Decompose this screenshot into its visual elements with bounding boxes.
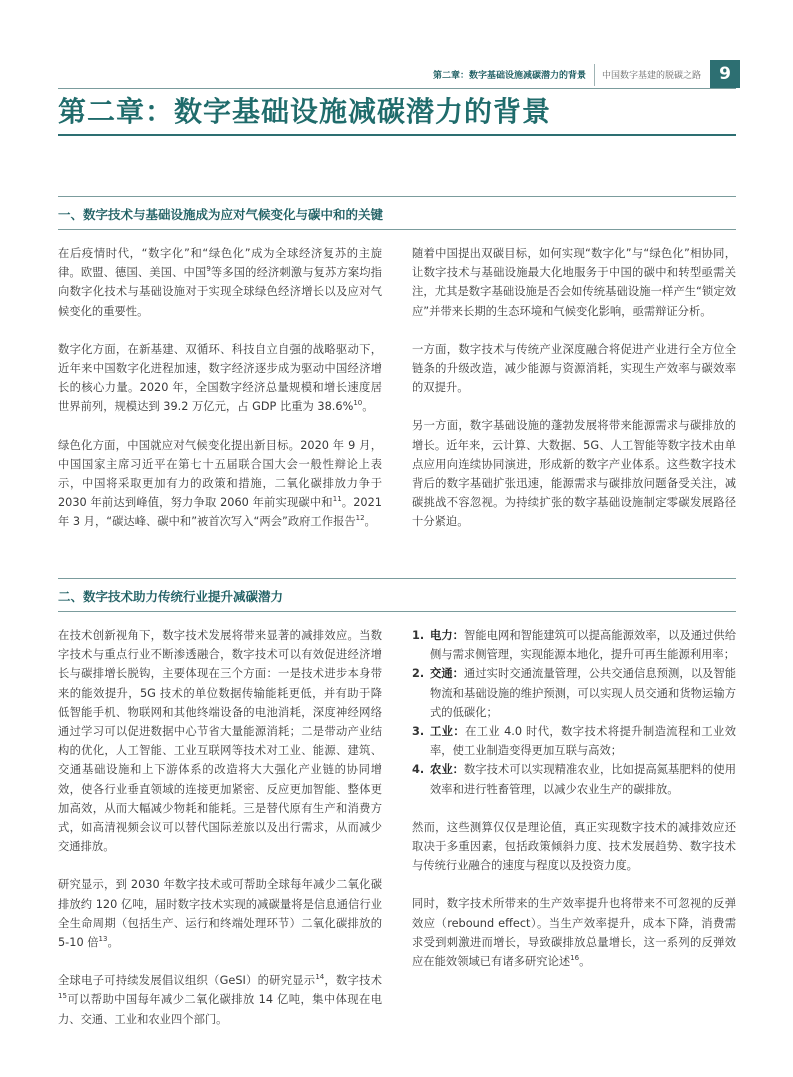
section-1-right-column (412, 244, 736, 551)
paragraph: 同时，数字技术所带来的生产效率提升也将带来不可忽视的反弹效应（rebound effect）。当生产效率提升，成本下降，消费需求受到刺激进而增长，导致碳排放总量增长，这一系列的反弹效应在能效领域已有诸多研究论述$^{16}$。 (412, 897, 736, 969)
paragraph: 另一方面，数字基础设施的蓬勃发展将带来能源需求与碳排放的增长。近年来，云计算、大数据、5G、人工智能等数字技术由单点应用向连续协同演进，形成新的数字产业体系。这些数字技术背后的数字基础扩张迅速，能源需求与碳排放问题备受关注，减碳挑战不容忽视。为持续扩张的数字基础设施制定零碳发展路径十分紧迫。 (412, 419, 736, 529)
footnote-ref: 9 (206, 265, 211, 274)
footnote-ref: 14 (315, 973, 325, 982)
list-item: 4. 农业：数字技术可以实现精准农业，比如提高氮基肥料的使用效率和进行牲畜管理，以减少农业生产的碳排放。 (412, 763, 736, 796)
footnote-ref: 11 (332, 495, 342, 504)
section-1-heading-text: 一、数字技术与基础设施成为应对气候变化与碳中和的关键 (58, 207, 384, 222)
section-2-left-column (58, 626, 382, 1048)
header-report-title: 中国数字基建的脱碳之路 (602, 71, 702, 81)
page-header (0, 56, 793, 88)
paragraph: 研究显示，到 2030 年数字技术或可帮助全球每年减少二氧化碳排放约 120 亿吨，届时数字技术实现的减碳量将是信息通信行业全生命周期（包括生产、运行和终端处理环节）二氧化碳排放的 5-10 倍$^{13}$。 (58, 878, 382, 950)
header-rule (58, 88, 736, 89)
footnote-ref: 16 (570, 954, 580, 963)
footnote-ref: 10 (353, 399, 363, 408)
paragraph: 绿色化方面，中国就应对气候变化提出新目标。2020 年 9 月，中国国家主席习近平在第七十五届联合国大会一般性辩论上表示，中国将采取更加有力的政策和措施，二氧化碳排放力争于 2030 年前达到峰值，努力争取 2060 年前实现碳中和$^{11}$。2021 年 3 月，“碳达峰、碳中和”被首次写入“两会”政府工作报告$^{12}$。 (58, 438, 382, 529)
footnote-ref: 15 (58, 992, 67, 1001)
paragraph: 随着中国提出双碳目标，如何实现“数字化”与“绿色化”相协同，让数字技术与基础设施最大化地服务于中国的碳中和转型亟需关注，尤其是数字基础设施是否会如传统基础设施一样产生“锁定效应”并带来长期的生态环境和气候变化影响，亟需辩证分析。 (412, 247, 736, 318)
section-2-heading-text: 二、数字技术助力传统行业提升减碳潜力 (58, 589, 284, 604)
page-number: 9 (710, 60, 740, 88)
paragraph: 在后疫情时代，“数字化”和“绿色化”成为全球经济复苏的主旋律。欧盟、德国、美国、中国$^9$等多国的经济刺激与复苏方案均指向数字化技术与基础设施对于实现全球绿色经济增长以及应对气候变化的重要性。 (58, 247, 382, 318)
header-chapter-label: 第二章：数字基础设施减碳潜力的背景 (432, 71, 586, 81)
title-rule (58, 134, 736, 136)
paragraph: 一方面，数字技术与传统产业深度融合将促进产业进行全方位全链条的升级改造，减少能源与资源消耗，实现生产效率与碳效率的双提升。 (412, 342, 736, 395)
list-item: 3. 工业：在工业 4.0 时代，数字技术将提升制造流程和工业效率，使工业制造变得更加互联与高效； (412, 725, 736, 758)
section-2-right-column (412, 626, 736, 990)
paragraph: 然而，这些测算仅仅是理论值，真正实现数字技术的减排效应还取决于多重因素，包括政策倾斜力度、技术发展趋势、数字技术与传统行业融合的速度与程度以及投资力度。 (412, 820, 736, 873)
list-item: 1. 电力：智能电网和智能建筑可以提高能源效率，以及通过供给侧与需求侧管理，实现能源本地化，提升可再生能源利用率； (412, 629, 736, 662)
paragraph: 全球电子可持续发展倡议组织（GeSI）的研究显示$^{14}$，数字技术$^{15}$可以帮助中国每年减少二氧化碳排放 14 亿吨，集中体现在电力、交通、工业和农业四个部门。 (58, 973, 382, 1026)
chapter-title: 第二章：数字基础设施减碳潜力的背景 (58, 95, 552, 128)
sector-list (412, 626, 736, 799)
paragraph: 数字化方面，在新基建、双循环、科技自立自强的战略驱动下，近年来中国数字化进程加速，数字经济逐步成为驱动中国经济增长的核心力量。2020 年，全国数字经济总量规模和增长速度居世界前列，规模达到 39.2 万亿元，占 GDP 比重为 38.6%$^{10}$。 (58, 342, 382, 414)
paragraph: 在技术创新视角下，数字技术发展将带来显著的减排效应。当数字技术与重点行业不断渗透融合，数字技术可以有效促进经济增长与碳排增长脱钩，主要体现在三个方面：一是技术进步本身带来的能效提升，5G 技术的单位数据传输能耗更低，并有助于降低智能手机、物联网和其他终端设备的电池消耗，深度神经网络通过学习可以促进数据中心节省大量能源消耗；二是带动产业结构的优化，人工智能、工业互联网等技术对工业、能源、建筑、交通基础设施和上下游体系的改造将大大强化产业链的协同增效，使各行业垂直领域的连接更加紧密、反应更加智能、整体更加高效，从而大幅减少物耗和能耗。三是替代原有生产和消费方式，如高清视频会议可以替代国际差旅以及出行需求，从而减少交通排放。 (58, 629, 382, 854)
header-divider (594, 64, 595, 86)
section-1-heading (58, 196, 736, 230)
section-2-heading (58, 578, 736, 612)
footnote-ref: 12 (355, 514, 365, 523)
list-item: 2. 交通：通过实时交通流量管理，公共交通信息预测，以及智能物流和基础设施的维护预测，可以实现人员交通和货物运输方式的低碳化； (412, 667, 736, 719)
footnote-ref: 13 (98, 935, 108, 944)
section-1-left-column (58, 244, 382, 551)
